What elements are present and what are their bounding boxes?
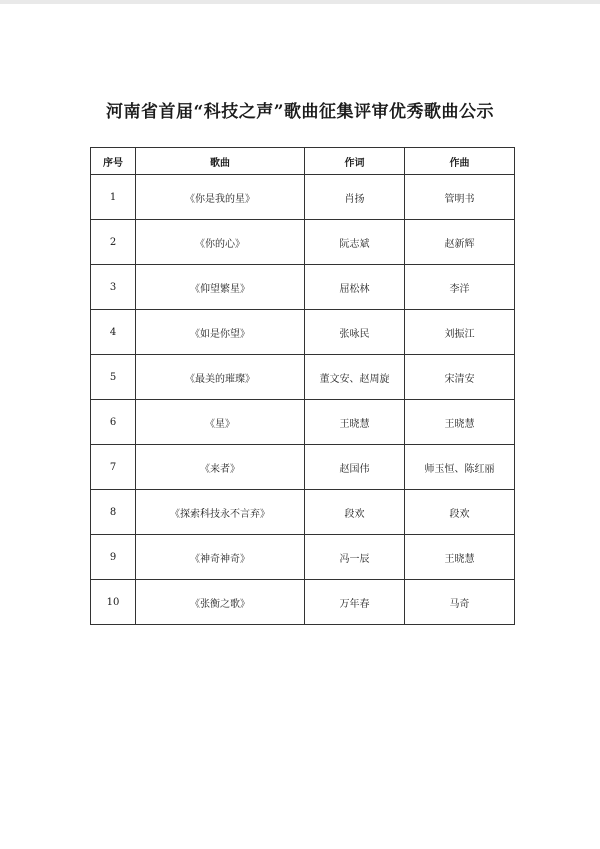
cell-composer: 王晓慧 bbox=[405, 535, 515, 580]
cell-song: 《探索科技永不言弃》 bbox=[136, 490, 305, 535]
document-title: 河南省首届“科技之声”歌曲征集评审优秀歌曲公示 bbox=[105, 102, 495, 122]
cell-lyricist: 屈松林 bbox=[305, 265, 405, 310]
cell-lyricist: 肖扬 bbox=[305, 175, 405, 220]
cell-no: 10 bbox=[91, 580, 136, 625]
cell-lyricist: 万年春 bbox=[305, 580, 405, 625]
cell-song: 《星》 bbox=[136, 400, 305, 445]
table-row bbox=[91, 220, 515, 265]
cell-song: 《张衡之歌》 bbox=[136, 580, 305, 625]
table-header-row bbox=[91, 148, 515, 175]
cell-lyricist: 张咏民 bbox=[305, 310, 405, 355]
cell-no: 3 bbox=[91, 265, 136, 310]
cell-composer: 王晓慧 bbox=[405, 400, 515, 445]
winning-songs-table bbox=[90, 147, 515, 625]
cell-song: 《仰望繁星》 bbox=[136, 265, 305, 310]
cell-no: 6 bbox=[91, 400, 136, 445]
table-row bbox=[91, 355, 515, 400]
cell-no: 4 bbox=[91, 310, 136, 355]
cell-lyricist: 王晓慧 bbox=[305, 400, 405, 445]
cell-song: 《最美的璀璨》 bbox=[136, 355, 305, 400]
cell-no: 5 bbox=[91, 355, 136, 400]
header-composer: 作曲 bbox=[405, 148, 515, 175]
cell-composer: 师玉恒、陈红丽 bbox=[405, 445, 515, 490]
cell-song: 《你是我的星》 bbox=[136, 175, 305, 220]
header-song: 歌曲 bbox=[136, 148, 305, 175]
cell-no: 2 bbox=[91, 220, 136, 265]
cell-lyricist: 阮志斌 bbox=[305, 220, 405, 265]
cell-song: 《来者》 bbox=[136, 445, 305, 490]
cell-lyricist: 段欢 bbox=[305, 490, 405, 535]
table-row bbox=[91, 445, 515, 490]
cell-composer: 段欢 bbox=[405, 490, 515, 535]
cell-no: 9 bbox=[91, 535, 136, 580]
cell-composer: 宋清安 bbox=[405, 355, 515, 400]
cell-no: 7 bbox=[91, 445, 136, 490]
table-row bbox=[91, 580, 515, 625]
cell-composer: 马奇 bbox=[405, 580, 515, 625]
table-row bbox=[91, 535, 515, 580]
table-row bbox=[91, 175, 515, 220]
table-row bbox=[91, 310, 515, 355]
cell-lyricist: 冯一辰 bbox=[305, 535, 405, 580]
cell-song: 《你的心》 bbox=[136, 220, 305, 265]
header-no: 序号 bbox=[91, 148, 136, 175]
cell-composer: 刘振江 bbox=[405, 310, 515, 355]
table-row bbox=[91, 490, 515, 535]
cell-composer: 李洋 bbox=[405, 265, 515, 310]
cell-no: 1 bbox=[91, 175, 136, 220]
cell-lyricist: 赵国伟 bbox=[305, 445, 405, 490]
cell-composer: 管明书 bbox=[405, 175, 515, 220]
cell-composer: 赵新辉 bbox=[405, 220, 515, 265]
cell-lyricist: 董文安、赵周旋 bbox=[305, 355, 405, 400]
cell-song: 《神奇神奇》 bbox=[136, 535, 305, 580]
scan-top-edge bbox=[0, 0, 600, 4]
table-row bbox=[91, 265, 515, 310]
table-row bbox=[91, 400, 515, 445]
header-lyricist: 作词 bbox=[305, 148, 405, 175]
cell-no: 8 bbox=[91, 490, 136, 535]
cell-song: 《如是你望》 bbox=[136, 310, 305, 355]
